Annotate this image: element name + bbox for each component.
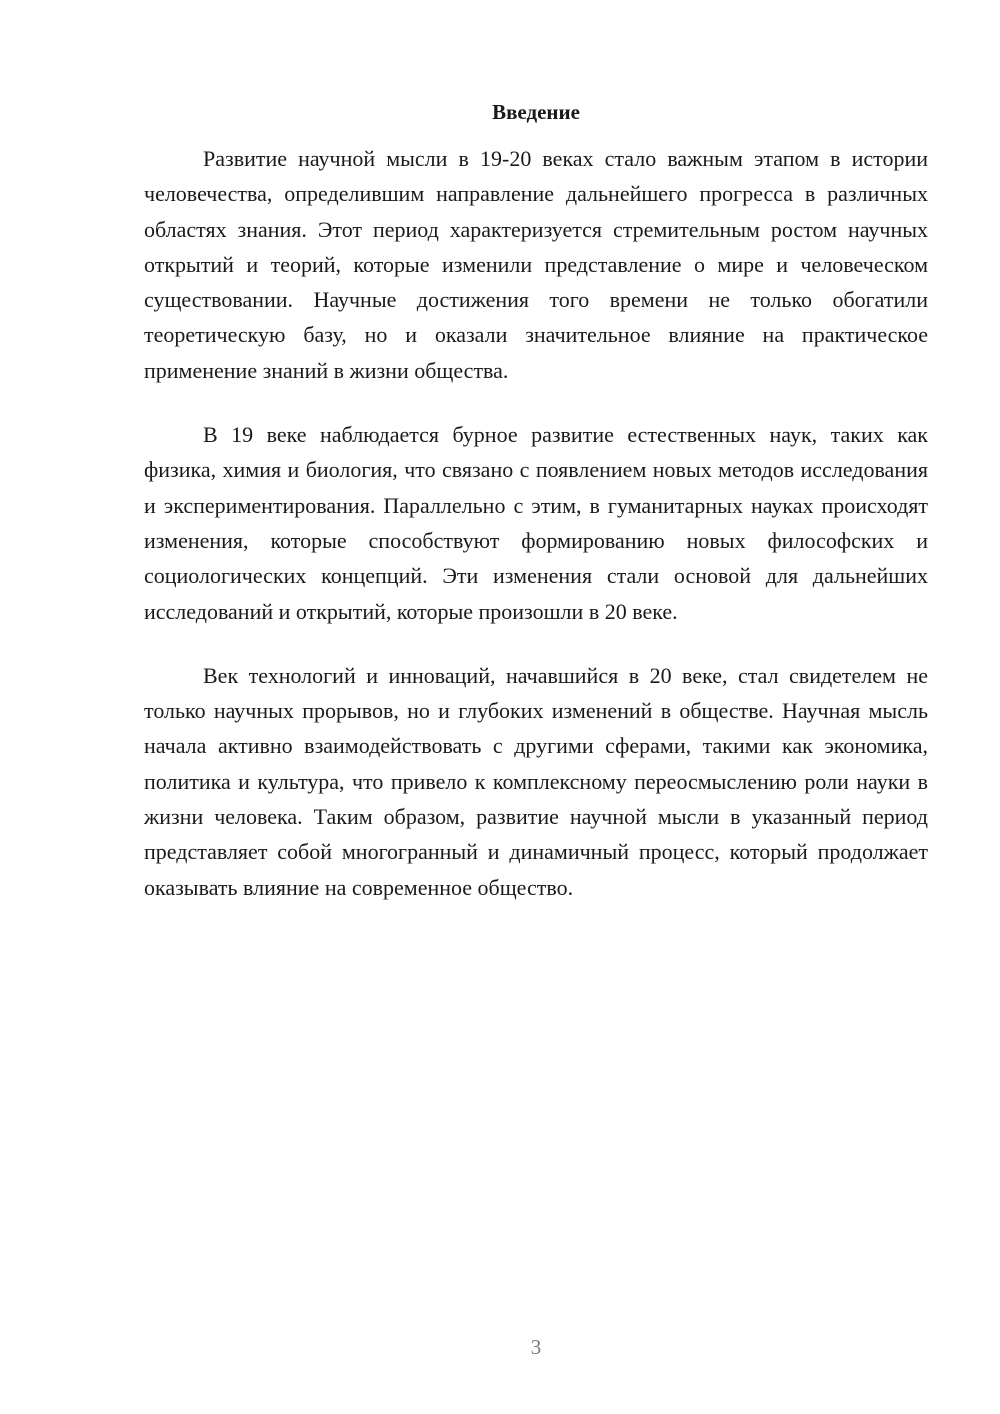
page-content [144, 95, 928, 934]
page-title: Введение [492, 100, 580, 124]
paragraph-2: В 19 веке наблюдается бурное развитие естественных наук, таких как физика, химия и биология, что связано с появлением новых методов исследования и экспериментирования. Параллельно с этим, в гуманитарных науках происходят изменения, которые способствуют формированию новых философских и социологических концепций. Эти изменения стали основой для дальнейших исследований и открытий, которые произошли в 20 веке. [144, 422, 928, 624]
paragraph-3: Век технологий и инноваций, начавшийся в 20 веке, стал свидетелем не только научных прорывов, но и глубоких изменений в обществе. Научная мысль начала активно взаимодействовать с другими сферами, такими как экономика, политика и культура, что привело к комплексному переосмыслению роли науки в жизни человека. Таким образом, развитие научной мысли в указанный период представляет собой многогранный и динамичный процесс, который продолжает оказывать влияние на современное общество. [144, 662, 928, 900]
paragraph-1: Развитие научной мысли в 19-20 веках стало важным этапом в истории человечества, определившим направление дальнейшего прогресса в различных областях знания. Этот период характеризуется стремительным ростом научных открытий и теорий, которые изменили представление о мире и человеческом существовании. Научные достижения того времени не только обогатили теоретическую базу, но и оказали значительное влияние на практическое применение знаний в жизни общества. [144, 146, 928, 383]
page-number: 3 [530, 1335, 542, 1359]
